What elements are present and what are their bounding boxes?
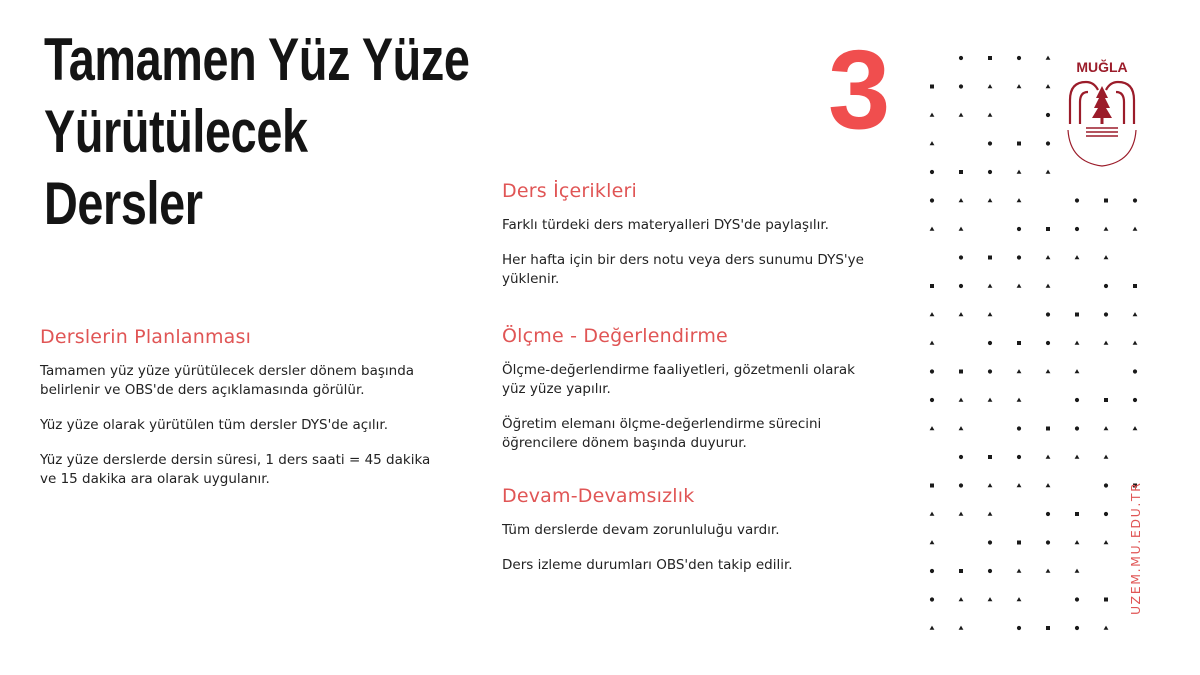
pattern-dot (1075, 341, 1080, 345)
pattern-dot (1075, 569, 1080, 573)
section-heading: Devam-Devamsızlık (502, 485, 695, 507)
section-paragraph: Öğretim elemanı ölçme-değerlendirme sürecini öğrencilere dönem başında duyurur. (502, 416, 822, 451)
pattern-dot (988, 341, 992, 345)
pattern-dot (959, 198, 964, 202)
pattern-dot (1017, 369, 1022, 373)
university-logo (1062, 54, 1142, 174)
pattern-dot (1133, 198, 1137, 202)
pattern-dot (988, 198, 993, 202)
pattern-dot (1075, 597, 1079, 601)
pattern-dot (1075, 512, 1079, 516)
section-course-contents (502, 180, 882, 305)
section-paragraph: Ders izleme durumları OBS'den takip edilir. (502, 557, 793, 573)
pattern-dot (1017, 170, 1022, 174)
pattern-dot (930, 512, 935, 516)
pattern-dot (1017, 426, 1021, 430)
pattern-dot (988, 483, 993, 487)
pattern-dot (1104, 284, 1108, 288)
pattern-dot (1046, 170, 1051, 174)
pattern-dot (1046, 113, 1050, 117)
section-paragraph: Her hafta için bir ders notu veya ders sunumu DYS'ye yüklenir. (502, 252, 864, 287)
pattern-dot (930, 484, 934, 488)
pattern-dot (1017, 597, 1022, 601)
pattern-dot (1133, 284, 1137, 288)
pattern-dot (1104, 341, 1109, 345)
slide-number: 3 (828, 27, 891, 152)
pattern-dot (959, 626, 964, 630)
title-line: Yürütülecek (44, 98, 308, 165)
pattern-dot (1075, 455, 1080, 459)
pattern-dot (1046, 369, 1051, 373)
pattern-dot (1046, 483, 1051, 487)
pattern-dot (988, 455, 992, 459)
section-course-planning (40, 326, 440, 505)
pattern-dot (1075, 255, 1080, 259)
pattern-dot (1075, 227, 1079, 231)
title-line: Dersler (44, 170, 203, 237)
pattern-dot (1104, 540, 1109, 544)
section-paragraph: Yüz yüze derslerde dersin süresi, 1 ders saati = 45 dakika ve 15 dakika ara olarak uygulanır. (40, 452, 431, 487)
pattern-dot (1104, 255, 1109, 259)
pattern-dot (1017, 284, 1022, 288)
pattern-dot (1046, 427, 1050, 431)
pattern-dot (930, 170, 934, 174)
pattern-dot (1133, 426, 1138, 430)
pattern-dot (1046, 141, 1050, 145)
pattern-dot (930, 284, 934, 288)
pattern-dot (988, 398, 993, 402)
pattern-dot (959, 284, 963, 288)
pattern-dot (1104, 199, 1108, 203)
pattern-dot (988, 512, 993, 516)
pattern-dot (1017, 541, 1021, 545)
pattern-dot (930, 312, 935, 316)
pattern-dot (1104, 598, 1108, 602)
pattern-dot (988, 84, 993, 88)
pattern-dot (930, 426, 935, 430)
pattern-dot (959, 113, 964, 117)
pattern-dot (988, 141, 992, 145)
pattern-dot (1046, 569, 1051, 573)
pattern-dot (959, 483, 963, 487)
pattern-dot (959, 227, 964, 231)
pattern-dot (930, 85, 934, 89)
pattern-dot (1017, 142, 1021, 146)
pattern-dot (1104, 626, 1109, 630)
pattern-dot (1046, 84, 1051, 88)
slide-title (44, 24, 470, 240)
pattern-dot (959, 398, 964, 402)
section-heading: Ders İçerikleri (502, 180, 637, 202)
pattern-dot (959, 56, 963, 60)
pattern-dot (959, 455, 963, 459)
pattern-dot (1046, 626, 1050, 630)
pattern-dot (1017, 569, 1022, 573)
pattern-dot (930, 341, 935, 345)
pattern-dot (959, 312, 964, 316)
pattern-dot (1075, 369, 1080, 373)
pattern-dot (930, 369, 934, 373)
pattern-dot (1075, 426, 1079, 430)
pattern-dot (988, 113, 993, 117)
pattern-dot (1017, 626, 1021, 630)
section-paragraph: Tamamen yüz yüze yürütülecek dersler dönem başında belirlenir ve OBS'de ders açıklamasında görülür. (40, 363, 415, 398)
pattern-dot (1075, 198, 1079, 202)
pattern-dot (1017, 198, 1022, 202)
pattern-dot (1046, 227, 1050, 231)
pattern-dot (988, 56, 992, 60)
pattern-dot (988, 569, 992, 573)
pattern-dot (1133, 369, 1137, 373)
title-line: Tamamen Yüz Yüze (44, 26, 470, 93)
pattern-dot (988, 312, 993, 316)
pattern-dot (959, 569, 963, 573)
pattern-dot (930, 597, 934, 601)
section-assessment (502, 325, 882, 469)
pattern-dot (988, 256, 992, 260)
pattern-dot (930, 540, 935, 544)
pattern-dot (1017, 483, 1022, 487)
pattern-dot (930, 398, 934, 402)
pattern-dot (1104, 398, 1108, 402)
pattern-dot (1104, 312, 1108, 316)
pattern-dot (1133, 312, 1138, 316)
pattern-dot (1133, 227, 1138, 231)
pattern-dot (1104, 512, 1108, 516)
section-paragraph: Tüm derslerde devam zorunluluğu vardır. (502, 522, 780, 538)
pattern-dot (1046, 255, 1051, 259)
section-paragraph: Farklı türdeki ders materyalleri DYS'de paylaşılır. (502, 217, 829, 233)
pattern-dot (930, 569, 934, 573)
pattern-dot (930, 113, 935, 117)
pattern-dot (1075, 398, 1079, 402)
pattern-dot (959, 84, 963, 88)
pattern-dot (959, 512, 964, 516)
pattern-dot (1133, 398, 1137, 402)
tree-icon (1092, 86, 1112, 124)
pattern-dot (1017, 227, 1021, 231)
pattern-dot (959, 426, 964, 430)
pattern-dot (1046, 455, 1051, 459)
pattern-dot (1075, 626, 1079, 630)
section-paragraph: Ölçme-değerlendirme faaliyetleri, gözetmenli olarak yüz yüze yapılır. (502, 362, 855, 397)
pattern-dot (1046, 56, 1051, 60)
section-paragraph: Yüz yüze olarak yürütülen tüm dersler DYS'de açılır. (40, 417, 389, 433)
pattern-dot (930, 198, 934, 202)
pattern-dot (1075, 540, 1080, 544)
logo-wordmark: MUĞLA (1076, 59, 1128, 75)
pattern-dot (930, 227, 935, 231)
pattern-dot (959, 597, 964, 601)
pattern-dot (988, 284, 993, 288)
pattern-dot (1046, 512, 1050, 516)
pattern-dot (1104, 455, 1109, 459)
pattern-dot (959, 170, 963, 174)
pattern-dot (930, 626, 935, 630)
pattern-dot (1017, 56, 1021, 60)
pattern-dot (930, 141, 935, 145)
website-url: UZEM.MU.EDU.TR (1128, 481, 1143, 615)
pattern-dot (1017, 84, 1022, 88)
pattern-dot (959, 370, 963, 374)
pattern-dot (1133, 341, 1138, 345)
section-attendance (502, 485, 882, 591)
pattern-dot (1104, 227, 1109, 231)
pattern-dot (959, 255, 963, 259)
pattern-dot (988, 170, 992, 174)
pattern-dot (988, 597, 993, 601)
pattern-dot (988, 369, 992, 373)
pattern-dot (1046, 540, 1050, 544)
pattern-dot (988, 540, 992, 544)
pattern-dot (1104, 483, 1108, 487)
pattern-dot (1017, 398, 1022, 402)
section-heading: Ölçme - Değerlendirme (502, 325, 728, 347)
pattern-dot (1075, 313, 1079, 317)
pattern-dot (1046, 284, 1051, 288)
section-heading: Derslerin Planlanması (40, 326, 252, 348)
pattern-dot (1046, 341, 1050, 345)
pattern-dot (1046, 312, 1050, 316)
pattern-dot (1104, 426, 1109, 430)
pattern-dot (1017, 341, 1021, 345)
pattern-dot (1017, 255, 1021, 259)
pattern-dot (1017, 455, 1021, 459)
